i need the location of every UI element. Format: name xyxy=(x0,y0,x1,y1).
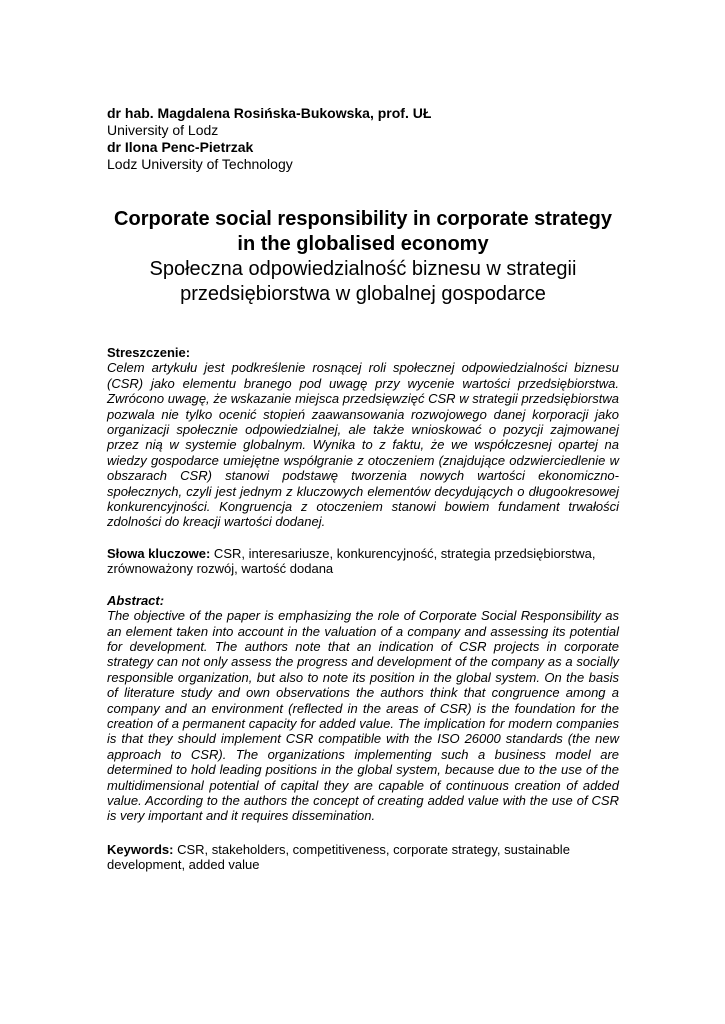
author-block xyxy=(107,105,619,173)
keywords-section xyxy=(107,842,619,873)
paper-page xyxy=(107,105,619,873)
author-affiliation: Lodz University of Technology xyxy=(107,156,293,172)
slowa-kluczowe-section xyxy=(107,546,619,577)
abstract-body: The objective of the paper is emphasizing the role of Corporate Social Responsibility as an element taken into account in the valuation of a company and assessing its potential for development. The authors note that an indication of CSR projects in corporate strategy can not only assess the progress and development of the company as a socially responsible organization, but also to note its position in the global system. On the basis of literature study and own observations the authors think that congruence among a company and an environment (reflected in the areas of CSR) is the foundation for the creation of a permanent capacity for added value. The implication for modern companies is that they should implement CSR compatible with the ISO 26000 standards (the new approach to CSR). The organizations implementing such a business model are determined to hold leading positions in the global system, because due to the use of the multidimensional potential of capital they are capable of continuous creation of added value. According to the authors the concept of creating added value with the use of CSR is very important and it requires dissemination. xyxy=(107,608,619,824)
streszczenie-body: Celem artykułu jest podkreślenie rosnącej roli społecznej odpowiedzialności biznesu (CSR) jako elementu branego pod uwagę przy wycenie wartości przedsiębiorstwa. Zwrócono uwagę, że wskazanie miejsca przedsięwzięć CSR w strategii przedsiębiorstwa pozwala nie tylko ocenić stopień zaawansowania rozwojowego danej korporacji jako organizacji społecznie odpowiedzialnej, ale także wnioskować o pozycji zajmowanej przez nią w systemie globalnym. Wynika to z faktu, że we współczesnej opartej na wiedzy gospodarce umiejętne współgranie z otoczeniem (znajdujące odzwierciedlenie w obszarach CSR) stanowi podstawę tworzenia nowych wartości ekonomiczno-społecznych, czyli jest jednym z kluczowych elementów decydujących o długookresowej konkurencyjności. Kongruencja z otoczeniem stanowi bowiem fundament trwałości zdolności do kreacji wartości dodanej. xyxy=(107,360,619,530)
author-name: dr Ilona Penc-Pietrzak xyxy=(107,139,254,155)
title-block xyxy=(107,207,619,307)
slowa-kluczowe-text: CSR, interesariusze, konkurencyjność, strategia przedsiębiorstwa, zrównoważony rozwój, wartość dodana xyxy=(107,545,596,577)
paper-title-english: Corporate social responsibility in corporate strategy in the globalised economy xyxy=(114,208,612,255)
abstract-section xyxy=(107,593,619,824)
streszczenie-heading: Streszczenie: xyxy=(107,345,191,360)
keywords-text: CSR, stakeholders, competitiveness, corporate strategy, sustainable development, added value xyxy=(107,841,570,873)
slowa-kluczowe-label: Słowa kluczowe: xyxy=(107,545,211,561)
abstract-heading: Abstract: xyxy=(107,592,165,608)
streszczenie-section xyxy=(107,345,619,530)
author-affiliation: University of Lodz xyxy=(107,122,219,138)
paper-title-polish: Społeczna odpowiedzialność biznesu w strategii przedsiębiorstwa w globalnej gospodarce xyxy=(149,258,577,305)
keywords-label: Keywords: xyxy=(107,841,174,857)
author-name: dr hab. Magdalena Rosińska-Bukowska, prof. UŁ xyxy=(107,105,432,121)
